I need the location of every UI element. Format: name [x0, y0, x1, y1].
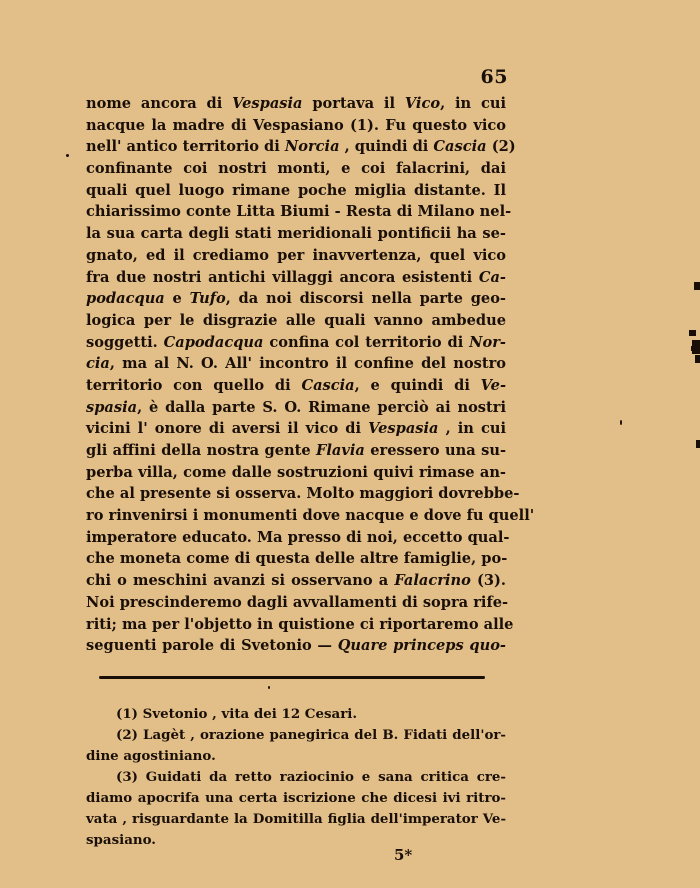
text-run: confina col territorio di: [263, 333, 470, 351]
text-run: eressero una su-: [364, 442, 507, 459]
text-run: riti; ma per l'objetto in quistione ci riportaremo alle: [86, 615, 514, 633]
italic-term: cia: [86, 355, 110, 373]
text-run: , è dalla parte S. O. Rimane perciò ai nostri: [137, 398, 506, 416]
italic-term: Vespasia: [368, 420, 439, 438]
text-line: [86, 288, 506, 310]
footnote-line: dine agostiniano.: [86, 748, 216, 764]
scan-speck: [620, 420, 622, 425]
footnote-line: (3) Guidati da retto raziocinio e sana critica cre-: [116, 769, 506, 785]
footnote-line: (1) Svetonio , vita dei 12 Cesari.: [116, 706, 357, 722]
text-line: [86, 483, 520, 505]
text-run: , da noi discorsi nella parte geo-: [225, 290, 506, 308]
italic-term: spasia: [86, 398, 138, 416]
text-run: e: [164, 290, 190, 308]
text-run: seguenti parole di Svetonio —: [86, 637, 338, 655]
text-run: chiarissimo conte Litta Biumi - Resta di Milano nel-: [86, 203, 512, 221]
text-run: , ma al N. O. All' incontro il confine del nostro: [109, 355, 506, 373]
footnotes: [86, 704, 506, 851]
text-run: nacque la madre di Vespasiano (1). Fu questo vico: [86, 116, 506, 134]
text-run: imperatore educato. Ma presso di noi, eccetto qual-: [86, 528, 510, 546]
page-edge-damage: [691, 346, 696, 351]
text-run: che moneta come di questa delle altre famiglie, po-: [86, 550, 508, 568]
italic-term: Ve-: [480, 376, 506, 394]
text-run: (2): [486, 138, 516, 156]
italic-term: Capodacqua: [163, 333, 264, 351]
text-line: [86, 310, 506, 332]
text-run: ro rinvenirsi i monumenti dove nacque e dove fu quell': [86, 507, 535, 525]
text-run: territorio con quello di: [86, 376, 302, 394]
italic-term: Norcia: [284, 138, 340, 156]
text-line: [86, 245, 506, 267]
footnote-divider: [99, 676, 485, 679]
text-run: nome ancora di: [86, 95, 233, 112]
text-line: [86, 418, 506, 440]
signature-mark: 5*: [394, 846, 413, 864]
text-line: [86, 93, 506, 115]
italic-term: Falacrino: [394, 572, 471, 590]
text-run: confinante coi nostri monti, e coi falacrini, dai: [86, 160, 506, 178]
text-run: quali quel luogo rimane poche miglia distante. Il: [86, 181, 506, 199]
text-run: la sua carta degli stati meridionali pontificii ha se-: [86, 225, 506, 243]
text-run: vicini l' onore di aversi il vico di: [86, 420, 369, 438]
text-line: [86, 527, 510, 549]
text-run: logica per le disgrazie alle quali vanno ambedue: [86, 311, 506, 329]
text-line: [86, 505, 535, 527]
italic-term: Nor-: [469, 333, 506, 351]
text-run: fra due nostri antichi villaggi ancora esistenti: [86, 268, 479, 286]
text-line: [86, 201, 512, 223]
text-line: [86, 462, 506, 484]
text-line: [86, 375, 506, 397]
text-run: perba villa, come dalle sostruzioni quivi rimase an-: [86, 463, 506, 481]
text-line: [86, 635, 506, 657]
italic-term: podacqua: [86, 290, 165, 308]
text-line: [86, 397, 506, 419]
text-line: [86, 158, 506, 180]
scan-speck: [268, 686, 270, 689]
italic-term: Cascia: [433, 138, 487, 156]
text-line: [86, 180, 506, 202]
page-edge-damage: [695, 355, 700, 363]
text-run: che al presente si osserva. Molto maggiori dovrebbe-: [86, 485, 520, 503]
text-line: [86, 115, 506, 137]
text-line: [86, 332, 506, 354]
italic-term: Vespasia: [232, 95, 303, 112]
text-line: [86, 353, 506, 375]
text-line: [86, 223, 506, 245]
text-run: nell' antico territorio di: [86, 138, 285, 156]
text-line: [86, 570, 506, 592]
page-number: 65: [480, 66, 508, 88]
text-run: chi o meschini avanzi si osservano a: [86, 572, 395, 590]
text-run: , quindi di: [339, 138, 434, 156]
page-edge-damage: [696, 440, 700, 448]
main-text: [86, 93, 535, 657]
text-run: Noi prescinderemo dagli avvallamenti di sopra rife-: [86, 593, 509, 611]
text-line: [86, 592, 509, 614]
italic-term: Flavia: [316, 442, 365, 459]
footnote-line: vata , risguardante la Domitilla figlia dell'imperator Ve-: [86, 811, 506, 827]
footnote-line: (2) Lagèt , orazione panegirica del B. Fidati dell'or-: [116, 727, 506, 743]
italic-term: Tufo: [189, 290, 226, 308]
footnote-line: diamo apocrifa una certa iscrizione che dicesi ivi ritro-: [86, 790, 506, 806]
page-edge-damage: [694, 282, 700, 290]
text-run: soggetti.: [86, 333, 164, 351]
italic-term: Ca-: [478, 268, 506, 286]
text-run: , in cui: [438, 420, 506, 438]
text-run: , e quindi di: [354, 376, 481, 394]
italic-term: Quare princeps quo-: [337, 637, 506, 655]
text-line: [86, 136, 516, 158]
scan-speck: [66, 154, 69, 157]
page-edge-damage: [689, 330, 696, 336]
text-line: [86, 548, 506, 570]
text-line: [86, 267, 506, 289]
text-run: (3).: [470, 572, 506, 590]
text-run: , in cui: [440, 95, 506, 112]
italic-term: Cascia: [301, 376, 355, 394]
text-run: gnato, ed il crediamo per inavvertenza, quel vico: [86, 246, 506, 264]
text-run: gli affini della nostra gente: [86, 442, 317, 459]
text-line: [86, 440, 506, 462]
text-line: [86, 614, 514, 636]
text-run: portava il: [302, 95, 405, 112]
italic-term: Vico: [404, 95, 441, 112]
footnote-line: spasiano.: [86, 832, 156, 848]
